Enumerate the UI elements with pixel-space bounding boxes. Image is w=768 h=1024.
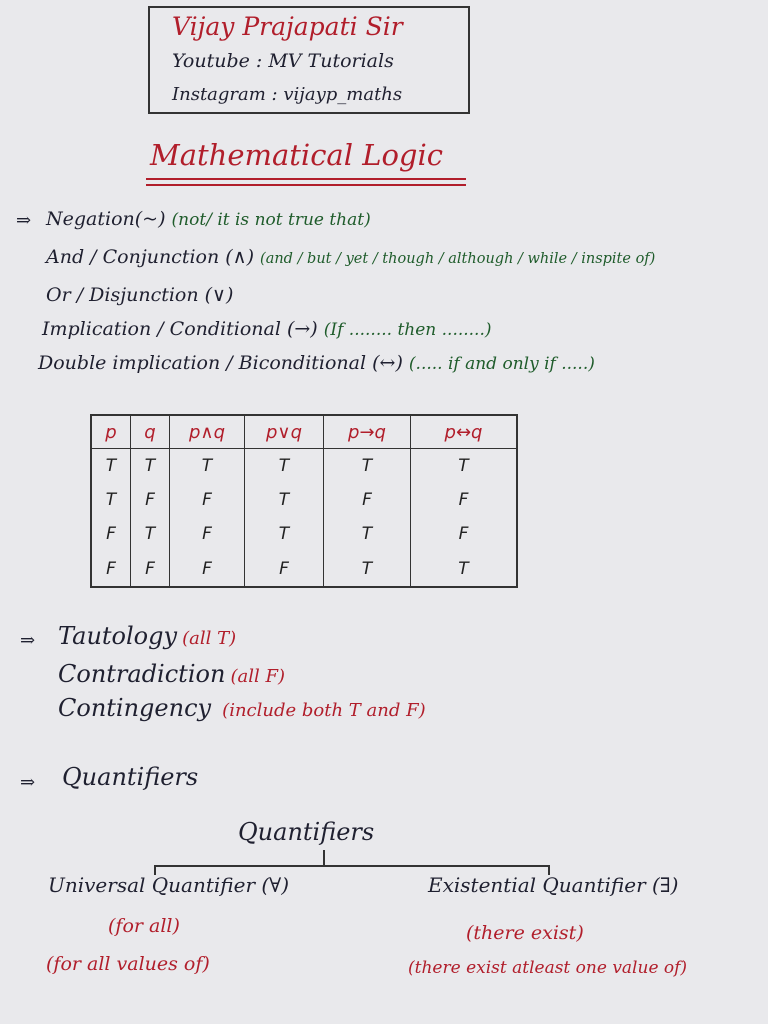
table-row [91, 449, 517, 484]
connective-implication [42, 318, 492, 340]
connective-biconditional [38, 352, 595, 374]
table-cell: F [324, 483, 411, 517]
connective-note: (not/ it is not true that) [171, 210, 371, 230]
universal-note: (for all) [108, 915, 180, 937]
classification-note: (include both T and F) [222, 700, 426, 721]
classification-note: (all F) [230, 666, 286, 687]
header-box [148, 6, 470, 114]
classification-tautology [58, 622, 236, 650]
table-cell: T [245, 517, 324, 551]
table-cell: T [411, 449, 518, 484]
connective-term: And / Conjunction (∧) [46, 246, 254, 268]
universal-note-detail: (for all values of) [46, 953, 210, 975]
classification-contingency [58, 694, 426, 722]
table-cell: T [245, 449, 324, 484]
classification-term: Tautology [58, 622, 178, 650]
connective-note: (If ........ then ........) [323, 320, 492, 340]
table-cell: T [324, 551, 411, 587]
tree-connector [323, 850, 325, 866]
title-underline [146, 178, 466, 180]
connective-term: Implication / Conditional (→) [42, 318, 318, 340]
table-row [91, 517, 517, 551]
instagram-handle: Instagram : vijayp_maths [172, 84, 403, 105]
existential-note-detail: (there exist atleast one value of) [408, 958, 688, 978]
connective-conjunction [46, 246, 655, 268]
connective-term: Double implication / Biconditional (↔) [38, 352, 403, 374]
tree-branch-line [154, 865, 550, 867]
column-header: p∧q [170, 415, 245, 449]
table-cell: F [91, 517, 131, 551]
table-cell: F [411, 483, 518, 517]
column-header: p∨q [245, 415, 324, 449]
table-cell: T [324, 449, 411, 484]
connective-note: (and / but / yet / though / although / while / inspite of) [260, 251, 656, 267]
classification-contradiction [58, 660, 285, 688]
quantifiers-heading: Quantifiers [62, 763, 199, 791]
arrow-icon: ⇒ [20, 772, 36, 793]
table-cell: T [245, 483, 324, 517]
table-cell: F [170, 551, 245, 587]
table-cell: F [91, 551, 131, 587]
table-cell: T [91, 483, 131, 517]
table-cell: T [131, 449, 170, 484]
connective-negation [46, 208, 371, 230]
page-title: Mathematical Logic [150, 138, 444, 172]
column-header: p↔q [411, 415, 518, 449]
table-row [91, 483, 517, 517]
classification-note: (all T) [182, 628, 237, 649]
youtube-handle: Youtube : MV Tutorials [172, 50, 394, 72]
table-cell: F [245, 551, 324, 587]
table-row [91, 551, 517, 587]
table-cell: T [91, 449, 131, 484]
arrow-icon: ⇒ [16, 210, 32, 231]
truth-table [90, 414, 518, 588]
column-header: p→q [324, 415, 411, 449]
tree-root: Quantifiers [238, 818, 375, 846]
connective-note: (..... if and only if .....) [408, 354, 595, 374]
classification-term: Contradiction [58, 660, 226, 688]
universal-quantifier: Universal Quantifier (∀) [48, 873, 290, 897]
existential-note: (there exist) [466, 922, 584, 944]
connective-disjunction [46, 284, 233, 306]
table-cell: F [131, 551, 170, 587]
title-underline-double [146, 184, 466, 186]
table-cell: T [131, 517, 170, 551]
column-header: p [91, 415, 131, 449]
truth-table-header-row [91, 415, 517, 449]
arrow-icon: ⇒ [20, 630, 36, 651]
connective-term: Negation(~) [46, 208, 166, 230]
table-cell: F [131, 483, 170, 517]
table-cell: T [170, 449, 245, 484]
table-cell: T [411, 551, 518, 587]
table-cell: F [411, 517, 518, 551]
table-cell: T [324, 517, 411, 551]
column-header: q [131, 415, 170, 449]
classification-term: Contingency [58, 694, 212, 722]
author-name: Vijay Prajapati Sir [172, 12, 403, 41]
table-cell: F [170, 517, 245, 551]
existential-quantifier: Existential Quantifier (∃) [428, 873, 679, 897]
table-cell: F [170, 483, 245, 517]
connective-term: Or / Disjunction (∨) [46, 284, 234, 306]
